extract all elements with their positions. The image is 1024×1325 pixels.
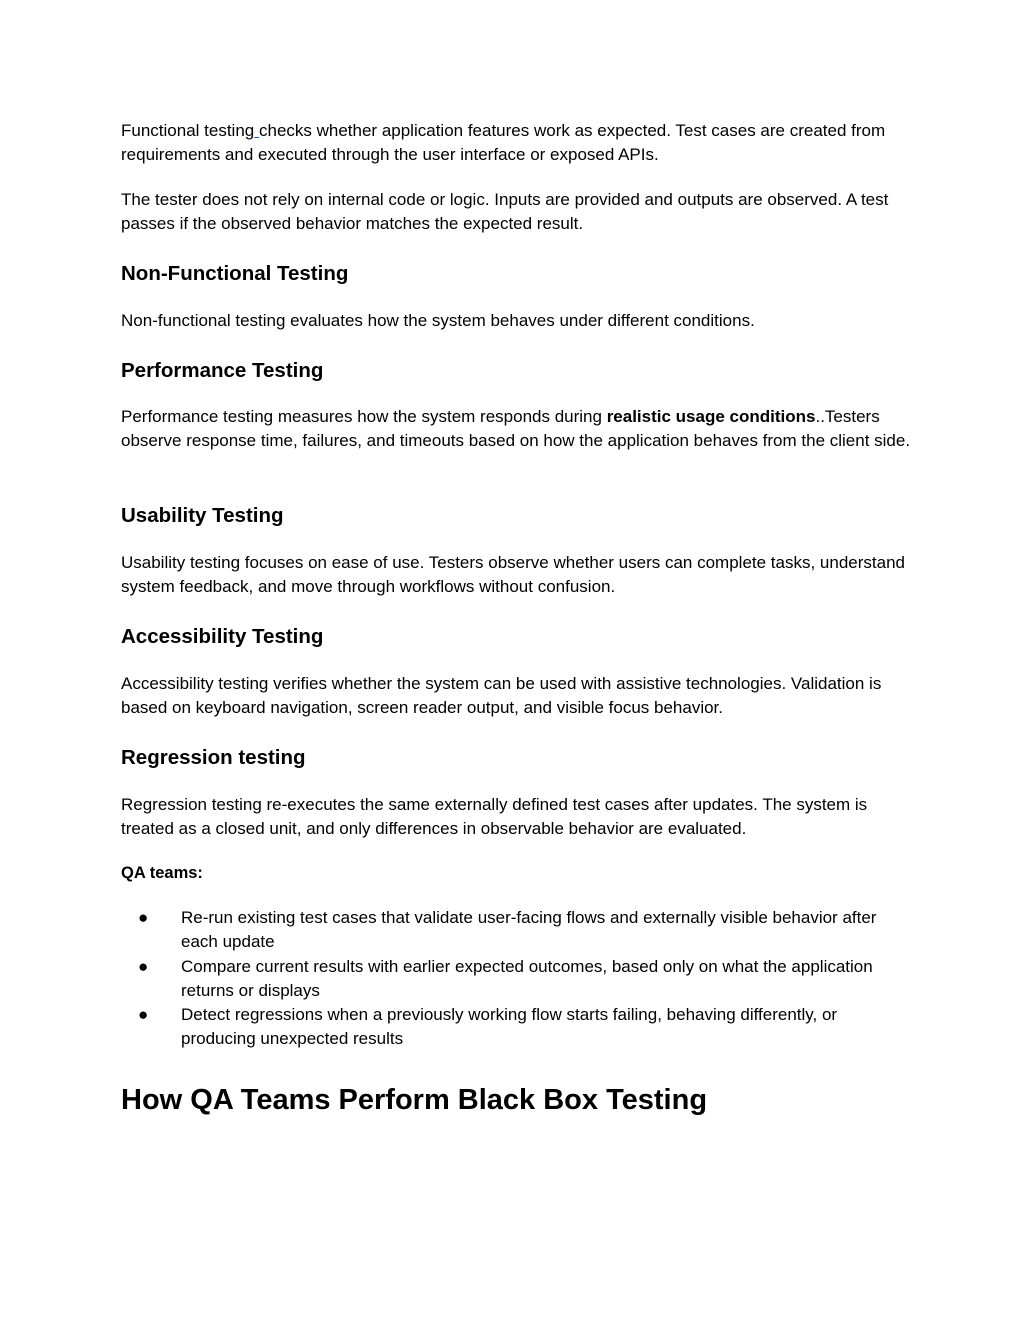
list-item-text: Compare current results with earlier expected outcomes, based only on what the application returns or displays (181, 956, 873, 1000)
list-item (121, 1003, 911, 1052)
paragraph-non-functional: Non-functional testing evaluates how the system behaves under different conditions. (121, 311, 755, 330)
qa-list (121, 906, 911, 1052)
text: ..Testers observe response time, failures, and timeouts based on how the application behaves from the client side. (121, 407, 911, 451)
intro-paragraph-2: The tester does not rely on internal code or logic. Inputs are provided and outputs are observed. A test passes if the observed behavior matches the expected result. (121, 190, 889, 234)
list-item-text: Detect regressions when a previously working flow starts failing, behaving differently, or producing unexpected results (181, 1005, 838, 1049)
heading-non-functional: Non-Functional Testing (121, 262, 349, 285)
text: Performance testing measures how the system responds during (121, 407, 607, 426)
heading-regression: Regression testing (121, 746, 306, 769)
section-heading-black-box: How QA Teams Perform Black Box Testing (121, 1084, 708, 1116)
text: checks whether application features work as expected. Test cases are created from requirements and executed through the user interface or exposed APIs. (121, 121, 886, 165)
paragraph-regression: Regression testing re-executes the same externally defined test cases after updates. The system is treated as a closed unit, and only differences in observable behavior are evaluated. (121, 795, 868, 839)
bullet-icon: ● (138, 956, 149, 976)
text: Functional testing (121, 121, 255, 140)
heading-usability: Usability Testing (121, 504, 284, 527)
bullet-icon: ● (138, 1005, 149, 1025)
paragraph-performance (121, 405, 911, 454)
qa-teams-label: QA teams: (121, 864, 203, 882)
list-item (121, 955, 911, 1004)
paragraph-usability: Usability testing focuses on ease of use. Testers observe whether users can complete tasks, understand system feedback, and move through workflows without confusion. (121, 553, 905, 597)
bold-text: realistic usage conditions (606, 407, 816, 426)
list-item (121, 906, 911, 955)
intro-paragraph-1 (121, 119, 911, 168)
heading-accessibility: Accessibility Testing (121, 625, 324, 648)
paragraph-accessibility: Accessibility testing verifies whether the system can be used with assistive technologies. Validation is based on keyboard navigation, screen reader output, and visible focus behavior. (121, 674, 882, 718)
bullet-icon: ● (138, 908, 149, 927)
heading-performance: Performance Testing (121, 359, 324, 382)
list-item-text: Re-run existing test cases that validate user-facing flows and externally visible behavior after each update (181, 908, 877, 952)
